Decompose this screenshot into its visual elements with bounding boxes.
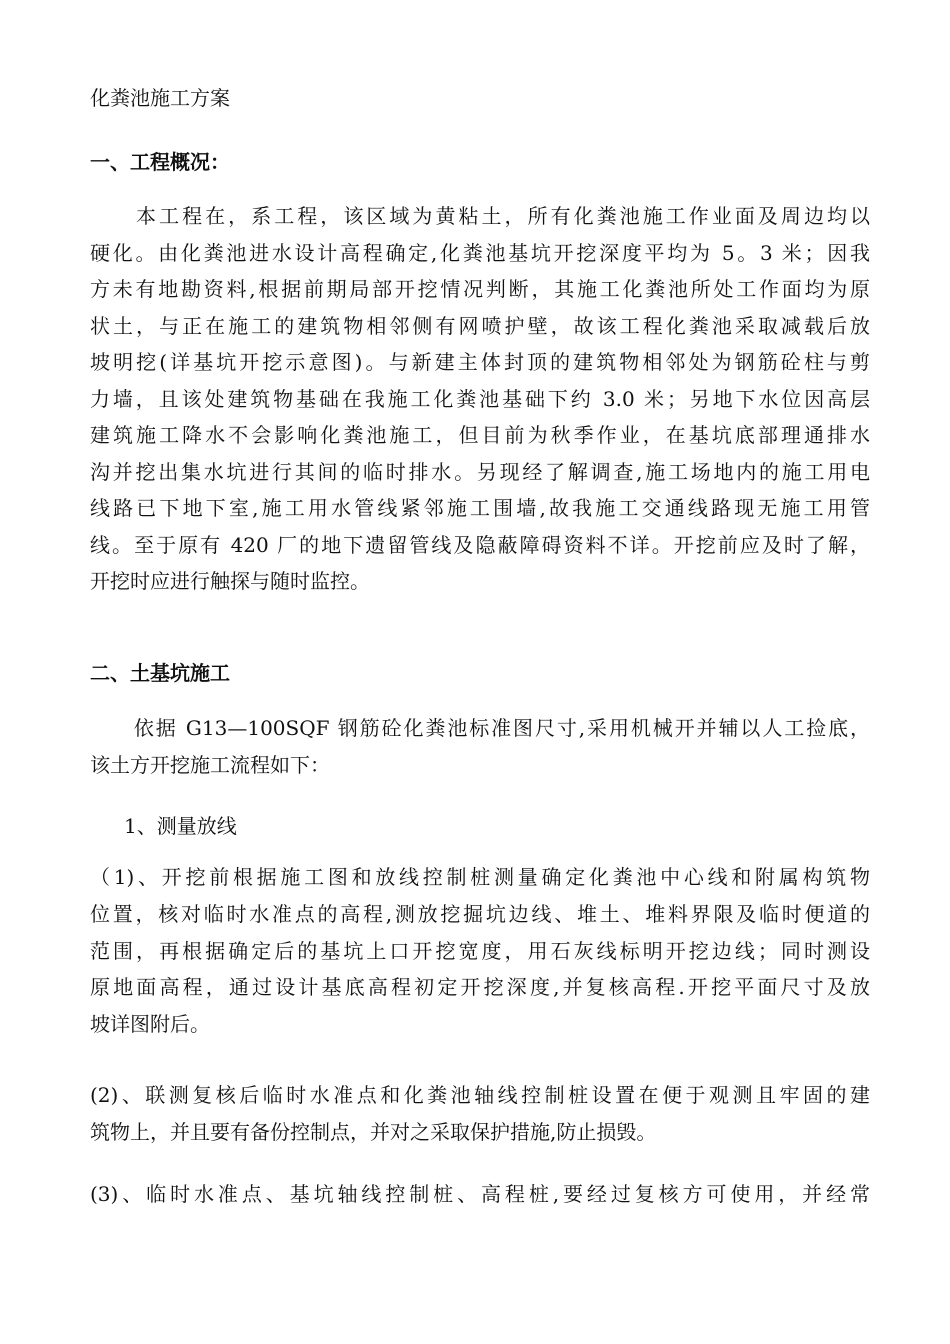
text-line: 依据 G13—100SQF 钢筋砼化粪池标准图尺寸,采用机械开并辅以人工捡底， <box>90 716 870 740</box>
document-title: 化粪池施工方案 <box>90 86 230 110</box>
paragraph-excavation-intro <box>90 710 870 784</box>
text-line: 方未有地勘资料,根据前期局部开挖情况判断，其施工化粪池所处工作面均为原 <box>90 277 870 301</box>
text-line: 本工程在，系工程，该区域为黄粘土，所有化粪池施工作业面及周边均以 <box>90 204 870 228</box>
text-line: 硬化。由化粪池进水设计高程确定,化粪池基坑开挖深度平均为 5。3 米；因我 <box>90 240 870 265</box>
text-line: 线。至于原有 420 厂的地下遗留管线及隐蔽障碍资料不详。开挖前应及时了解， <box>90 532 870 557</box>
text-line: 该土方开挖施工流程如下： <box>90 753 330 777</box>
section-heading-excavation: 二、土基坑施工 <box>90 661 230 685</box>
text-line: 范围，再根据确定后的基坑上口开挖宽度，用石灰线标明开挖边线；同时测设 <box>90 938 870 963</box>
text-line: (3)、临时水准点、基坑轴线控制桩、高程桩,要经过复核方可使用，并经常 <box>90 1182 870 1206</box>
text-line: 开挖时应进行触探与随时监控。 <box>90 569 370 593</box>
text-line: 建筑施工降水不会影响化粪池施工，但目前为秋季作业，在基坑底部理通排水 <box>90 423 870 447</box>
paragraph-item-3 <box>90 1176 870 1213</box>
text-line: 原地面高程，通过设计基底高程初定开挖深度,并复核高程.开挖平面尺寸及放 <box>90 975 870 1000</box>
text-line: 坡明挖(详基坑开挖示意图)。与新建主体封顶的建筑物相邻处为钢筋砼柱与剪 <box>90 350 870 374</box>
section-heading-overview: 一、工程概况： <box>90 150 230 174</box>
text-line: 状土，与正在施工的建筑物相邻侧有网喷护壁，故该工程化粪池采取减载后放 <box>90 313 870 338</box>
text-line: （1)、开挖前根据施工图和放线控制桩测量确定化粪池中心线和附属构筑物 <box>90 865 870 889</box>
paragraph-overview <box>90 198 870 600</box>
text-line: (2)、联测复核后临时水准点和化粪池轴线控制桩设置在便于观测且牢固的建 <box>90 1083 870 1107</box>
text-line: 线路已下地下室,施工用水管线紧邻施工围墙,故我施工交通线路现无施工用管 <box>90 496 870 520</box>
text-line: 沟并挖出集水坑进行其间的临时排水。另现经了解调查,施工场地内的施工用电 <box>90 459 870 484</box>
paragraph-item-1 <box>90 859 870 1043</box>
paragraph-item-2 <box>90 1077 870 1151</box>
text-line: 坡详图附后。 <box>90 1012 210 1037</box>
text-line: 位置，核对临时水准点的高程,测放挖掘坑边线、堆土、堆料界限及临时便道的 <box>90 901 870 926</box>
text-line: 筑物上，并且要有备份控制点，并对之采取保护措施,防止损毁。 <box>90 1120 657 1144</box>
text-line: 力墙，且该处建筑物基础在我施工化粪池基础下约 3.0 米；另地下水位因高层 <box>90 386 870 411</box>
step-heading-survey: 1、测量放线 <box>124 814 237 838</box>
